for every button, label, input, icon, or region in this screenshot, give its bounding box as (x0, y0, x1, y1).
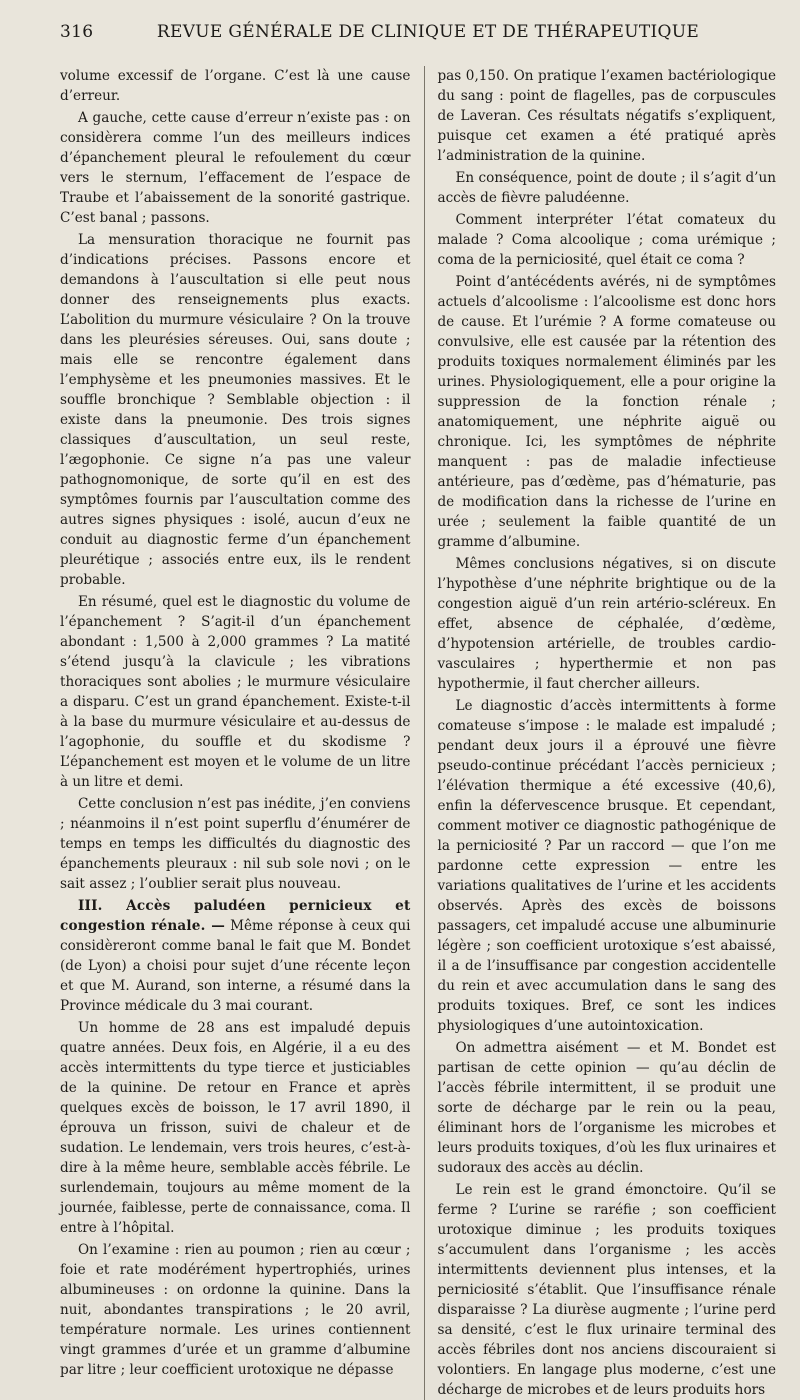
paragraph: Le rein est le grand émonctoire. Qu’il se ferme ? L’urine se raréfie ; son coefficient urotoxique diminue ; les produits toxiques s’accumulent dans l’organisme ; les accès intermittents deviennent plus intenses, et la perniciosité s’établit. Que l’insuffisance rénale disparaisse ? La diurèse augmente ; l’urine perd sa densité, c’est le flux urinaire terminal des accès fébriles dont nos anciens discouraient si volontiers. En langage plus moderne, c’est une décharge de microbes et de leurs produits hors (437, 1182, 776, 1398)
column-divider (424, 66, 425, 1400)
paragraph: On l’examine : rien au poumon ; rien au cœur ; foie et rate modérément hypertrophiés, urines albumineuses : on ordonne la quinine. Dans la nuit, abondantes transpirations ; le 20 avril, température normale. Les urines contiennent vingt grammes d’urée et un gramme d’albumine par litre ; leur coefficient urotoxique ne dépasse (60, 1242, 411, 1378)
paragraph: On admettra aisément — et M. Bondet est partisan de cette opinion — qu’au déclin de l’accès fébrile intermittent, il se produit une sorte de décharge par le rein ou la peau, éliminant hors de l’organisme les microbes et leurs produits toxiques, d’où les flux urinaires et sudoraux des accès au déclin. (437, 1040, 776, 1176)
section-heading: III. Accès paludéen pernicieux et congestion rénale. — (60, 898, 411, 934)
paragraph: Cette conclusion n’est pas inédite, j’en conviens ; néanmoins il n’est point superflu d’énumérer de temps en temps les difficultés du diagnostic des épanchements pleuraux : nil sub sole novi ; on le sait assez ; l’oublier serait plus nouveau. (60, 796, 411, 892)
paragraph: Point d’antécédents avérés, ni de symptômes actuels d’alcoolisme : l’alcoolisme est donc hors de cause. Et l’urémie ? A forme comateuse ou convulsive, elle est causée par la rétention des produits toxiques normalement éliminés par les urines. Physiologiquement, elle a pour origine la suppression de la fonction rénale ; anatomiquement, une néphrite aiguë ou chronique. Ici, les symptômes de néphrite manquent : pas de maladie infectieuse antérieure, pas d’œdème, pas d’hématurie, pas de modification dans la richesse de l’urine en urée ; seulement la faible quantité de un gramme d’albumine. (437, 274, 776, 550)
paragraph: Comment interpréter l’état comateux du malade ? Coma alcoolique ; coma urémique ; coma de la perniciosité, quel était ce coma ? (437, 212, 776, 268)
left-column (60, 66, 418, 1400)
section-paragraph (60, 896, 410, 1016)
page-number: 316 (60, 22, 94, 42)
paragraph: En résumé, quel est le diagnostic du volume de l’épanchement ? S’agit-il d’un épanchement abondant : 1,500 à 2,000 grammes ? La matité s’étend jusqu’à la clavicule ; les vibrations thoraciques sont abolies ; le murmure vésiculaire a disparu. C’est un grand épanchement. Existe-t-il à la base du murmure vésiculaire et au-dessus de l’agophonie, du souffle et du skodisme ? L’épanchement est moyen et le volume de un litre à un litre et demi. (60, 594, 411, 790)
section-text: Même réponse à ceux qui considèreront comme banal le fait que M. Bondet (de Lyon) a choisi pour sujet d’une récente leçon et que M. Aurand, son interne, a résumé dans la Province médicale du 3 mai courant. (60, 918, 411, 1014)
paragraph: volume excessif de l’organe. C’est là une cause d’erreur. (60, 68, 411, 104)
running-title: REVUE GÉNÉRALE DE CLINIQUE ET DE THÉRAPEUTIQUE (156, 22, 700, 42)
paragraph: Mêmes conclusions négatives, si on discute l’hypothèse d’une néphrite brightique ou de la congestion aiguë d’un rein artério-scléreux. En effet, absence de céphalée, d’œdème, d’hypotension artérielle, de troubles cardio-vasculaires ; hyperthermie et non pas hypothermie, il faut chercher ailleurs. (437, 556, 776, 692)
text-columns (60, 66, 776, 1400)
paragraph: La mensuration thoracique ne fournit pas d’indications précises. Passons encore et demandons à l’auscultation si elle peut nous donner des renseignements plus exacts. L’abolition du murmure vésiculaire ? On la trouve dans les pleurésies séreuses. Oui, sans doute ; mais elle se rencontre également dans l’emphysème et les pneumonies massives. Et le souffle bronchique ? Semblable objection : il existe dans la pneumonie. Des trois signes classiques d’auscultation, un seul reste, l’ægophonie. Ce signe n’a pas une valeur pathognomonique, de sorte qu’il en est des symptômes fournis par l’auscultation comme des autres signes physiques : isolé, aucun d’eux ne conduit au diagnostic ferme d’un épanchement pleurétique ; associés entre eux, ils le rendent probable. (60, 232, 411, 588)
paragraph: A gauche, cette cause d’erreur n’existe pas : on considèrera comme l’un des meilleurs indices d’épanchement pleural le refoulement du cœur vers le sternum, l’effacement de l’espace de Traube et l’abaissement de la sonorité gastrique. C’est banal ; passons. (60, 110, 411, 226)
right-column (431, 66, 776, 1400)
paragraph: Le diagnostic d’accès intermittents à forme comateuse s’impose : le malade est impaludé ; pendant deux jours il a éprouvé une fièvre pseudo-continue précédant l’accès pernicieux ; l’élévation thermique a été excessive (40,6), enfin la défervescence brusque. Et cependant, comment motiver ce diagnostic pathogénique de la perniciosité ? Par un raccord — que l’on me pardonne cette expression — entre les variations qualitatives de l’urine et les accidents observés. Après des excès de boissons passagers, cet impaludé accuse une albuminurie légère ; son coefficient urotoxique s’est abaissé, il a de l’insuffisance par congestion accidentelle du rein et avec accumulation dans le sang des produits toxiques. Bref, ce sont les indices physiologiques d’une autointoxication. (437, 698, 776, 1034)
paragraph: Un homme de 28 ans est impaludé depuis quatre années. Deux fois, en Algérie, il a eu des accès intermittents du type tierce et justiciables de la quinine. De retour en France et après quelques excès de boisson, le 17 avril 1890, il éprouva un frisson, suivi de chaleur et de sudation. Le lendemain, vers trois heures, c’est-à-dire à la même heure, semblable accès fébrile. Le surlendemain, toujours au même moment de la journée, faiblesse, perte de connaissance, coma. Il entre à l’hôpital. (60, 1020, 411, 1236)
page-header (60, 22, 776, 56)
paragraph: En conséquence, point de doute ; il s’agit d’un accès de fièvre paludéenne. (437, 170, 776, 206)
paragraph: pas 0,150. On pratique l’examen bactériologique du sang : point de flagelles, pas de corpuscules de Laveran. Ces résultats négatifs s’expliquent, puisque cet examen a été pratiqué après l’administration de la quinine. (437, 68, 776, 164)
